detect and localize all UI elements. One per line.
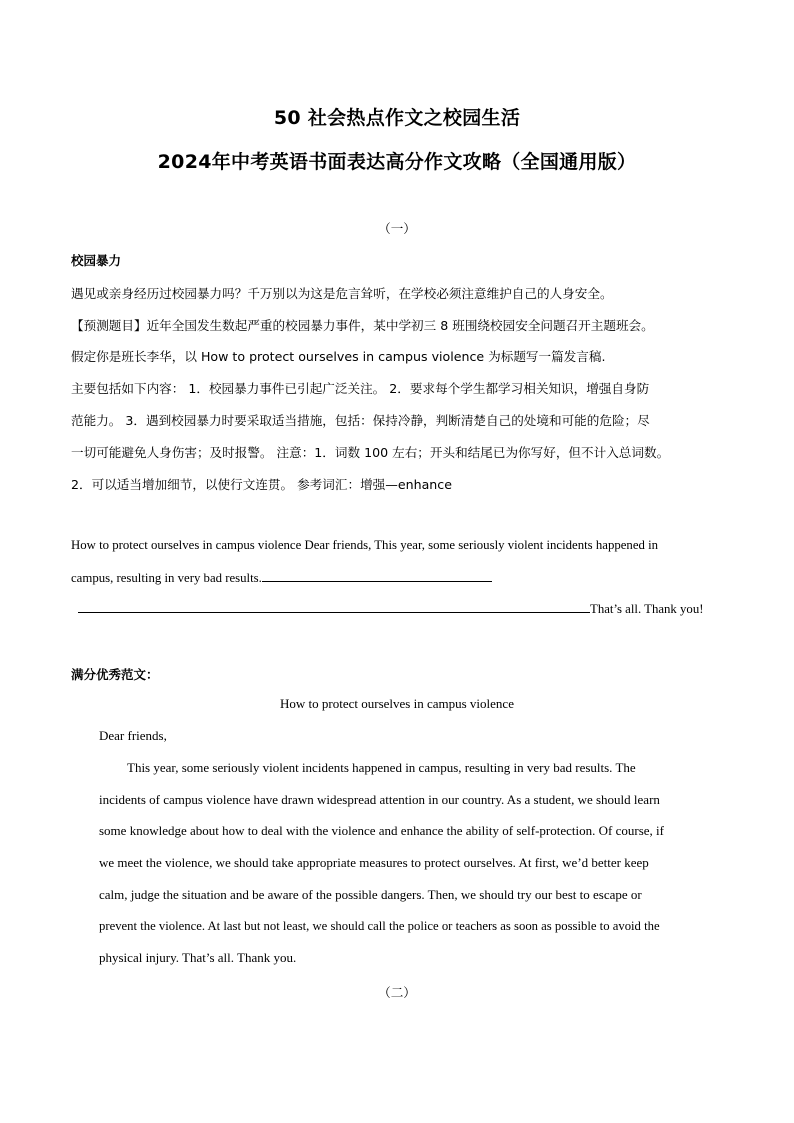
document-title-line-2: 2024年中考英语书面表达高分作文攻略（全国通用版）: [157, 151, 637, 173]
template-line-3: [78, 600, 704, 617]
prompt-line: 假定你是班长李华，以 How to protect ourselves in campus violence 为标题写一篇发言稿.: [71, 349, 606, 364]
sample-essay-line: some knowledge about how to deal with the violence and enhance the ability of self-protection. Of course, if: [99, 823, 664, 838]
template-line-2: [71, 569, 492, 586]
sample-essay-line: physical injury. That’s all. Thank you.: [99, 950, 297, 965]
template-line-1: How to protect ourselves in campus violence Dear friends, This year, some seriously violent incidents happened in: [71, 538, 659, 552]
prompt-line: 2．可以适当增加细节，以使行文连贯。 参考词汇：增强—enhance: [71, 477, 452, 492]
sample-essay-title: How to protect ourselves in campus violence: [280, 696, 514, 711]
sample-essay-line: calm, judge the situation and be aware of the possible dangers. Then, we should try our best to escape or: [99, 887, 642, 902]
prompt-line: 【预测题目】近年全国发生数起严重的校园暴力事件，某中学初三 8 班围绕校园安全问题召开主题班会。: [71, 318, 654, 333]
sample-essay-line: prevent the violence. At last but not least, we should call the police or teachers as soon as possible to avoid the: [99, 919, 660, 933]
prompt-line: 范能力。 3．遇到校园暴力时要采取适当措施，包括：保持冷静，判断清楚自己的处境和可能的危险；尽: [71, 413, 650, 428]
section-1-marker: （一）: [378, 221, 416, 236]
prompt-line: 一切可能避免人身伤害；及时报警。 注意：1．词数 100 左右；开头和结尾已为你写好，但不计入总词数。: [71, 445, 670, 460]
document-title-line-1: 50 社会热点作文之校园生活: [273, 107, 521, 129]
template-line-2-text: campus, resulting in very bad results.: [71, 571, 262, 585]
section-2-marker: （二）: [378, 985, 416, 1000]
answer-blank-2: [78, 600, 590, 613]
section-1-heading: 校园暴力: [71, 253, 122, 268]
prompt-line: 主要包括如下内容： 1．校园暴力事件已引起广泛关注。 2．要求每个学生都学习相关知识，增强自身防: [71, 381, 650, 396]
sample-essay-line: we meet the violence, we should take appropriate measures to protect ourselves. At first, we’d better keep: [99, 855, 649, 870]
sample-essay-line: This year, some seriously violent incidents happened in campus, resulting in very bad results. The: [127, 760, 636, 775]
template-ending: That’s all. Thank you!: [590, 602, 704, 616]
intro-paragraph: 遇见或亲身经历过校园暴力吗？千万别以为这是危言耸听，在学校必须注意维护自己的人身安全。: [71, 286, 613, 301]
sample-essay-line: incidents of campus violence have drawn widespread attention in our country. As a student, we should learn: [99, 792, 660, 807]
sample-essay-greeting: Dear friends,: [99, 728, 167, 743]
answer-blank-1: [262, 569, 492, 582]
sample-essay-label: 满分优秀范文：: [71, 667, 159, 682]
